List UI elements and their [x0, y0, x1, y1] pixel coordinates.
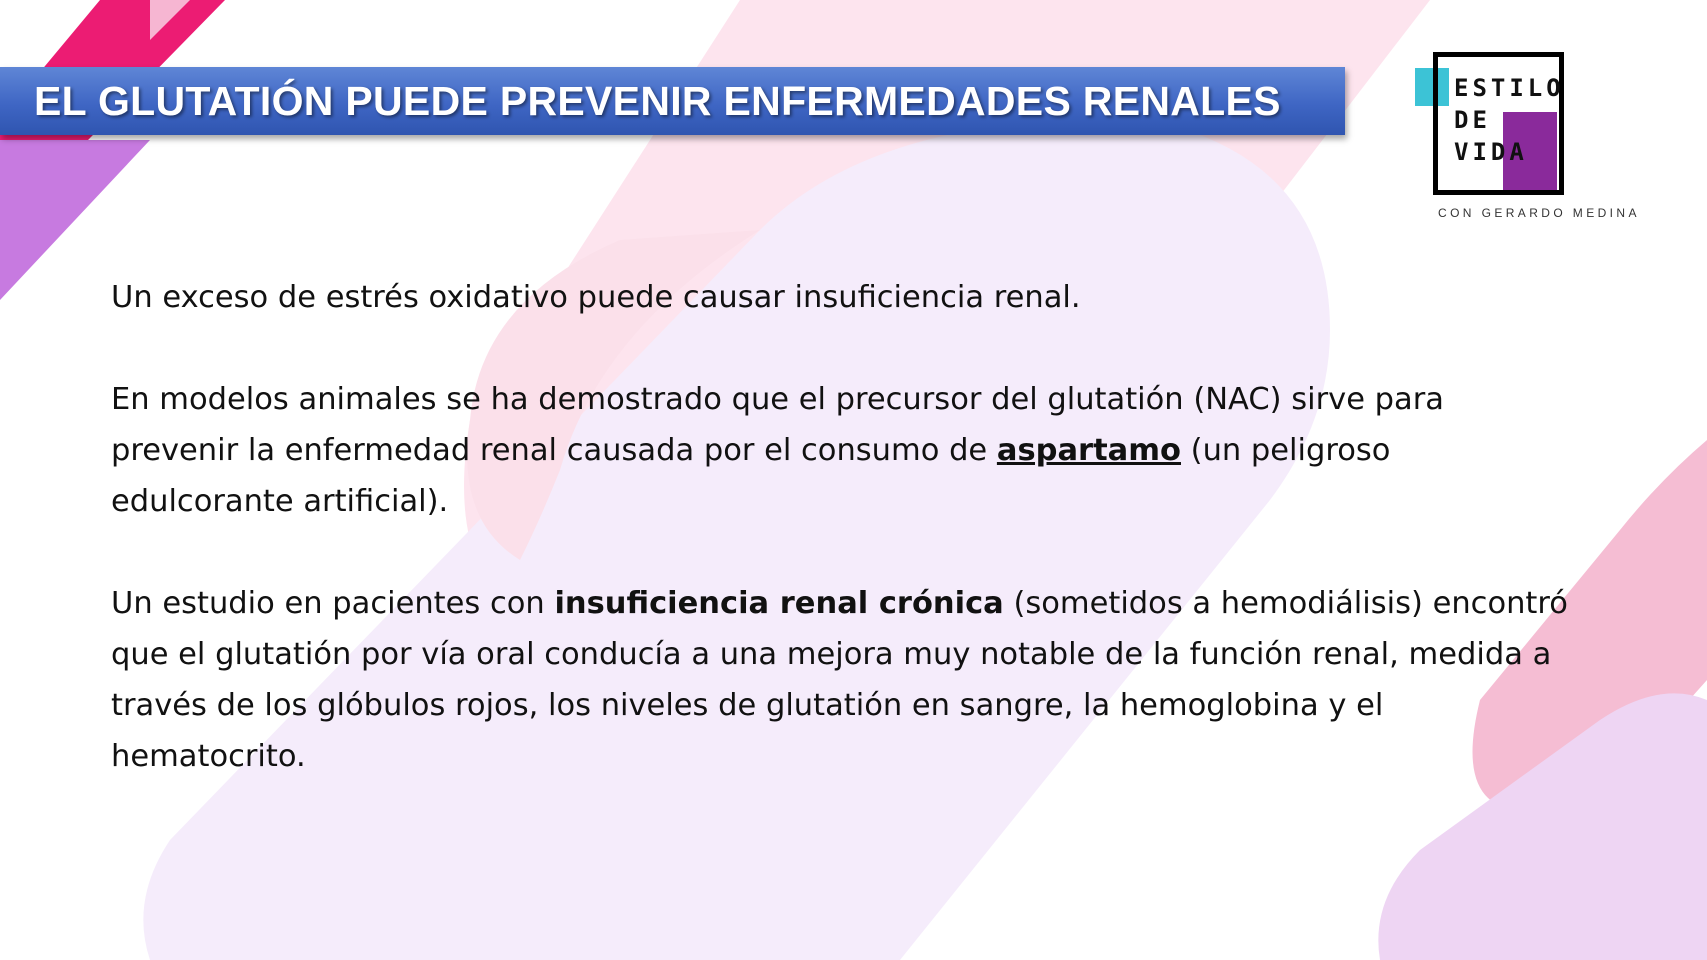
title-bar: [0, 67, 1345, 135]
paragraph-1-text: Un exceso de estrés oxidativo puede causar insuficiencia renal.: [111, 280, 1081, 315]
paragraph-3: [111, 578, 1571, 782]
paragraph-2-text-after: (un peligroso edulcorante artificial).: [111, 433, 1391, 519]
paragraph-3-highlight: insuficiencia renal crónica: [554, 586, 1004, 621]
logo-line-2: DE: [1454, 106, 1491, 134]
logo-line-1: ESTILO: [1454, 74, 1565, 102]
slide-body: [111, 272, 1571, 833]
paragraph-2-text-before: En modelos animales se ha demostrado que el precursor del glutatión (NAC) sirve para prevenir la enfermedad renal causada por el consumo de: [111, 382, 1444, 468]
logo-line-3: VIDA: [1454, 138, 1528, 166]
paragraph-3-text-after: (sometidos a hemodiálisis) encontró que el glutatión por vía oral conducía a una mejora muy notable de la función renal, medida a través de los glóbulos rojos, los niveles de glutatión en sangre, la hemoglobina y el hematocrito.: [111, 586, 1568, 774]
paragraph-2-highlight: aspartamo: [996, 433, 1181, 468]
paragraph-1: [111, 272, 1571, 323]
paragraph-3-text-before: Un estudio en pacientes con: [111, 586, 555, 621]
logo-subtitle: CON GERARDO MEDINA: [1438, 206, 1640, 220]
brand-logo: [1410, 44, 1700, 234]
paragraph-2: [111, 374, 1571, 527]
slide-title: EL GLUTATIÓN PUEDE PREVENIR ENFERMEDADES RENALES: [34, 77, 1281, 124]
